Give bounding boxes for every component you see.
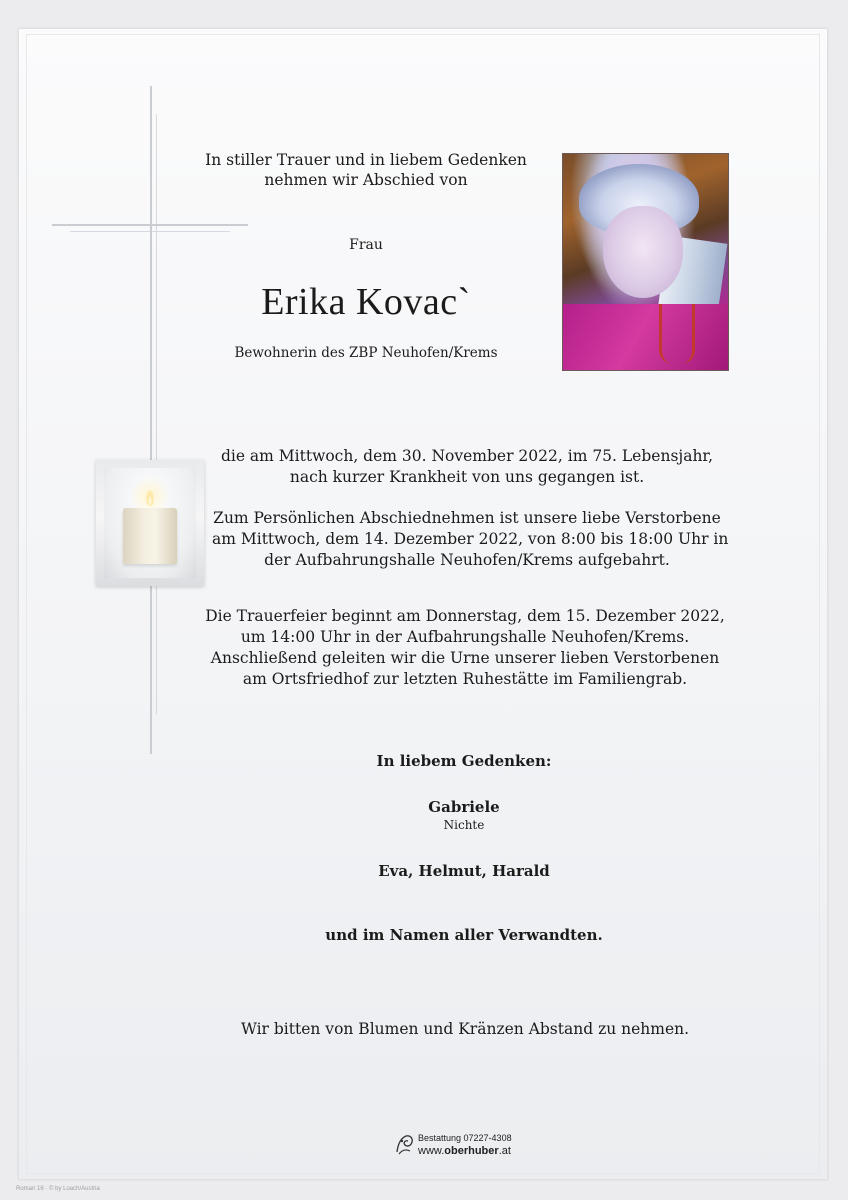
portrait-photo [562,153,729,371]
website-prefix: www. [418,1145,445,1157]
website-suffix: .at [498,1145,511,1157]
funeral-home-phone: Bestattung 07227-4308 [418,1133,512,1143]
memory-heading: In liebem Gedenken: [376,752,552,770]
paragraph-line: Zum Persönlichen Abschiednehmen ist unsere liebe Verstorbene [213,509,721,527]
closing-request: Wir bitten von Blumen und Kränzen Abstand zu nehmen. [240,1020,690,1038]
paragraph-line: am Mittwoch, dem 14. Dezember 2022, von 8:00 bis 18:00 Uhr in [212,530,729,548]
funeral-home-footer [392,1132,532,1162]
viewing-paragraph [212,508,729,571]
paragraph-line: der Aufbahrungshalle Neuhofen/Krems aufgebahrt. [264,551,670,569]
survivor-relation: Nichte [443,818,485,832]
relatives-line: und im Namen aller Verwandten. [325,926,603,944]
template-imprint: Roman 16 · © by Loach/Austria [16,1186,100,1192]
ceremony-paragraph [200,606,730,690]
deceased-name: Erika Kovac` [261,281,471,323]
deceased-subtitle: Bewohnerin des ZBP Neuhofen/Krems [234,345,498,361]
death-paragraph [212,446,722,488]
salutation: Frau [349,237,383,253]
paragraph-line: um 14:00 Uhr in der Aufbahrungshalle Neuhofen/Krems. [240,628,690,646]
website-brand: oberhuber [444,1145,499,1157]
bestattung-logo-icon [394,1132,416,1158]
intro-line: In stiller Trauer und in liebem Gedenken [205,151,527,169]
survivor-name: Eva, Helmut, Harald [378,862,550,880]
survivor-name: Gabriele [428,798,500,816]
paragraph-line: Die Trauerfeier beginnt am Donnerstag, dem 15. Dezember 2022, [205,607,725,625]
paragraph-line: am Ortsfriedhof zur letzten Ruhestätte im Familiengrab. [242,670,688,688]
candle-icon [96,460,204,586]
paragraph-line: die am Mittwoch, dem 30. November 2022, im 75. Lebensjahr, [220,447,714,465]
paragraph-line: Anschließend geleiten wir die Urne unserer lieben Verstorbenen [210,649,720,667]
intro-line: nehmen wir Abschied von [264,171,468,189]
funeral-home-website [418,1145,511,1157]
paragraph-line: nach kurzer Krankheit von uns gegangen ist. [289,468,645,486]
intro-text [190,150,542,190]
